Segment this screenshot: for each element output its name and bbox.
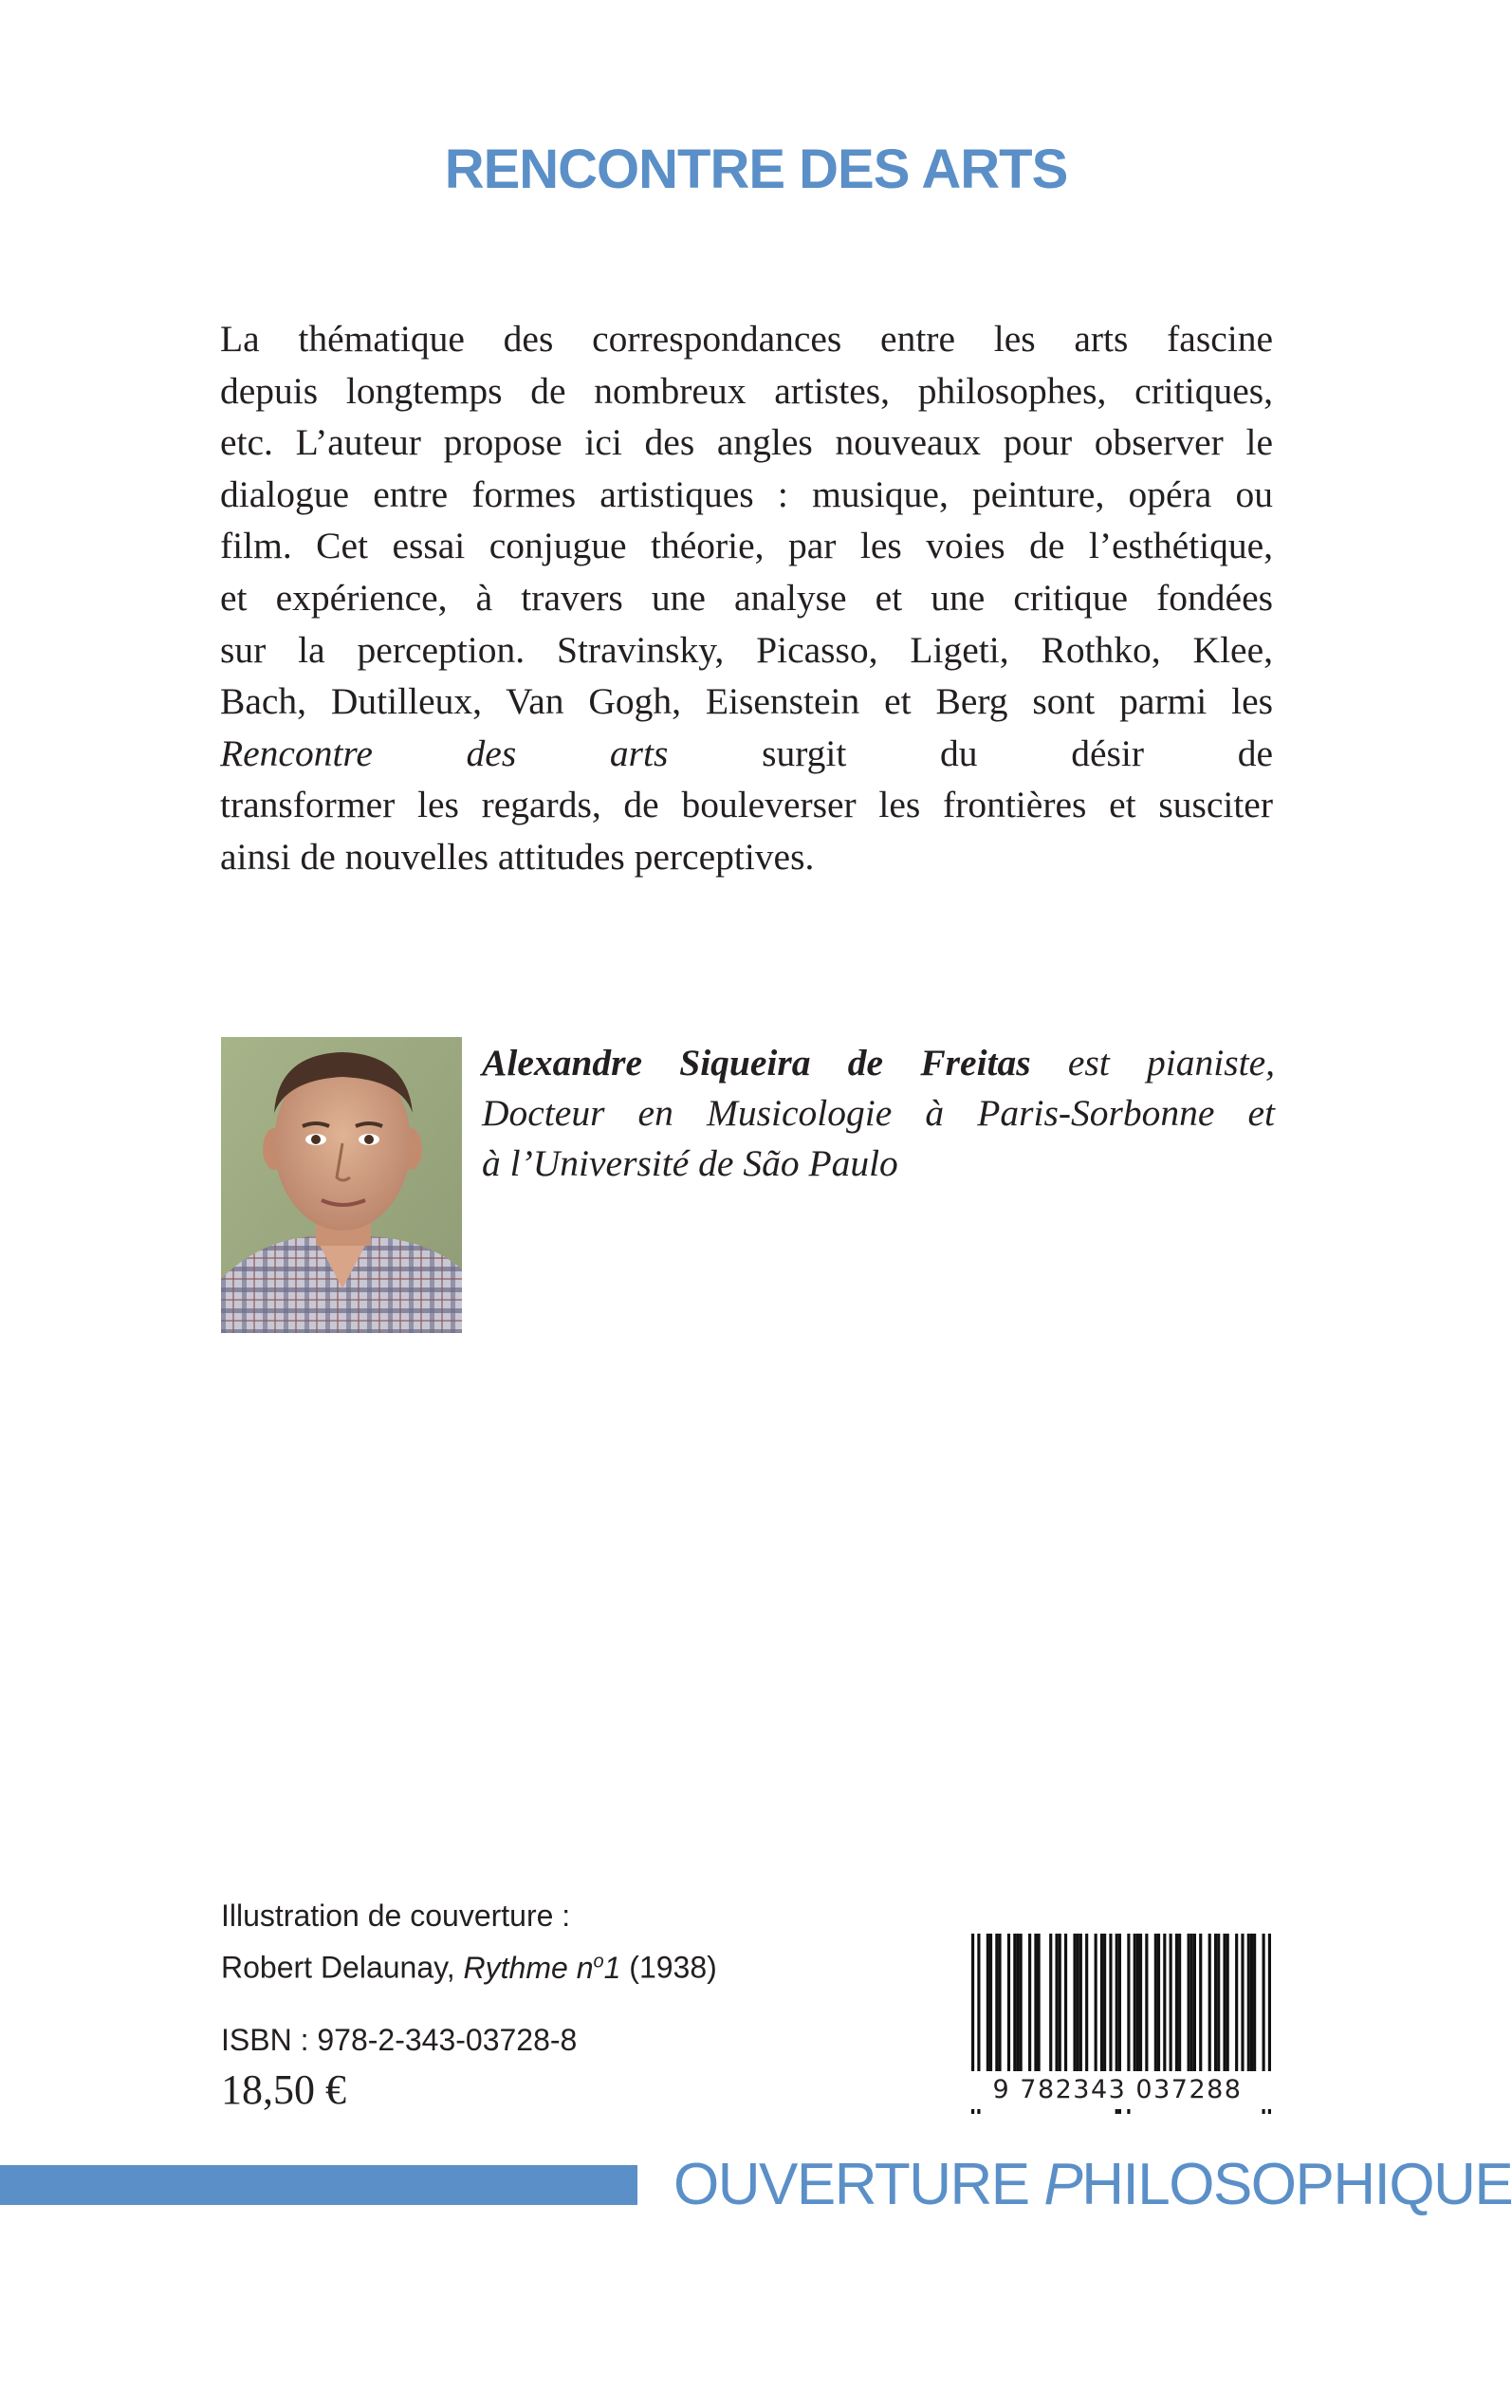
barcode-bar — [986, 1934, 989, 2076]
barcode-bar — [1178, 1934, 1181, 2076]
blurb-line: depuis longtemps de nombreux artistes, philosophes, critiques, — [220, 369, 1273, 412]
barcode-bar — [1217, 1934, 1220, 2076]
barcode-bar — [989, 1934, 992, 2076]
author-name: Alexandre Siqueira de Freitas — [482, 1042, 1031, 1084]
blurb-line: transformer les regards, de bouleverser les frontières et susciter — [220, 784, 1273, 826]
barcode-bar — [1136, 1934, 1139, 2076]
series-title-part1: OUVERTURE — [673, 2152, 1044, 2217]
barcode-bar — [1109, 1934, 1112, 2076]
barcode-bar — [998, 1934, 1001, 2076]
barcode-bar — [1208, 1934, 1211, 2076]
barcode-bar — [1055, 1934, 1058, 2076]
blurb-line: film. Cet essai conjugue théorie, par les voies de l’esthétique, — [220, 525, 1273, 567]
credits-artwork — [221, 1938, 717, 1991]
barcode-bar — [1134, 1934, 1136, 2076]
barcode-bar — [1193, 1934, 1196, 2076]
cover-illustration-credits — [221, 1893, 717, 1991]
barcode-bar — [1049, 1934, 1052, 2076]
credits-work-sup: o — [593, 1951, 604, 1972]
credits-label: Illustration de couverture : — [221, 1899, 571, 1933]
series-bar — [0, 2165, 637, 2205]
barcode-bar — [1163, 1934, 1166, 2076]
blurb-line: etc. L’auteur propose ici des angles nouveaux pour observer le — [220, 421, 1273, 464]
barcode-bar — [1079, 1934, 1082, 2076]
barcode-bar — [1235, 1934, 1238, 2076]
barcode-bar — [1103, 1934, 1106, 2076]
barcode-bar — [1175, 1934, 1178, 2076]
bio-line — [482, 1038, 1275, 1088]
blurb-book-title: Rencontre des arts — [220, 732, 669, 774]
barcode-bar — [1214, 1934, 1217, 2076]
barcode-bar — [1038, 1934, 1041, 2076]
barcode-bar — [1077, 1934, 1079, 2076]
barcode-bar — [1226, 1934, 1229, 2076]
blurb-line: sur la perception. Stravinsky, Picasso, Ligeti, Rothko, Klee, — [220, 628, 1273, 671]
back-cover-blurb — [220, 313, 1273, 883]
barcode-bar — [1188, 1934, 1190, 2076]
barcode-bar — [1085, 1934, 1088, 2076]
series-title-part3: HILOSOPHIQUE — [1081, 2152, 1512, 2217]
barcode-bar — [1170, 1934, 1172, 2076]
barcode-bar — [995, 1934, 998, 2076]
barcode-bar — [1247, 1934, 1250, 2076]
author-photo — [221, 1037, 462, 1333]
barcode-bar — [1190, 1934, 1193, 2076]
blurb-line — [220, 728, 1273, 780]
credits-work-num: 1 — [603, 1950, 621, 1985]
barcode-bar — [1020, 1934, 1023, 2076]
credits-work-title: Rythme n — [463, 1950, 594, 1985]
credits-work — [464, 1951, 621, 1985]
bio-line: Docteur en Musicologie à Paris-Sorbonne et — [482, 1092, 1275, 1134]
barcode-bar — [1073, 1934, 1076, 2076]
barcode-bar — [1154, 1934, 1157, 2076]
barcode-bar — [1100, 1934, 1103, 2076]
barcode-bar — [1139, 1934, 1142, 2076]
blurb-line: La thématique des correspondances entre les arts fascine — [220, 318, 1273, 360]
barcode-bar — [1223, 1934, 1226, 2076]
barcode-bar — [1007, 1934, 1010, 2076]
blurb-line: dialogue entre formes artistiques : musique, peinture, opéra ou — [220, 472, 1273, 515]
barcode-bar — [1059, 1934, 1061, 2076]
barcode-bar — [1253, 1934, 1256, 2076]
barcode-bar — [1064, 1934, 1067, 2076]
barcode-bar — [1250, 1934, 1253, 2076]
book-title: RENCONTRE DES ARTS — [444, 139, 1068, 200]
price: 18,50 € — [221, 2066, 346, 2113]
barcode-bar — [1016, 1934, 1019, 2076]
series-title-part2: P — [1043, 2152, 1082, 2217]
blurb-line: ainsi de nouvelles attitudes perceptives. — [220, 835, 815, 878]
barcode-bar — [1157, 1934, 1160, 2076]
barcode-bar — [1013, 1934, 1016, 2076]
blurb-line: et expérience, à travers une analyse et une critique fondées — [220, 576, 1273, 619]
isbn: ISBN : 978-2-343-03728-8 — [221, 2023, 578, 2057]
barcode-bar — [1034, 1934, 1037, 2076]
barcode-bar — [1199, 1934, 1202, 2076]
series-title — [673, 2152, 1512, 2217]
blurb-line-rest: surgit du désir de — [668, 732, 1273, 774]
bio-line: à l’Université de São Paulo — [482, 1142, 898, 1184]
barcode-bar — [1145, 1934, 1148, 2076]
credits-artist: Robert Delaunay, — [221, 1950, 464, 1985]
barcode-bar — [1241, 1934, 1244, 2076]
blurb-line: Bach, Dutilleux, Van Gogh, Eisenstein et Berg sont parmi les — [220, 680, 1273, 723]
credits-year: (1938) — [620, 1950, 717, 1985]
author-bio — [482, 1038, 1275, 1189]
bio-line-rest: est pianiste, — [1030, 1042, 1275, 1084]
barcode-bar — [1095, 1934, 1097, 2076]
barcode-bar — [1028, 1934, 1031, 2076]
barcode-digits: 9 782343 037288 — [960, 2071, 1275, 2109]
